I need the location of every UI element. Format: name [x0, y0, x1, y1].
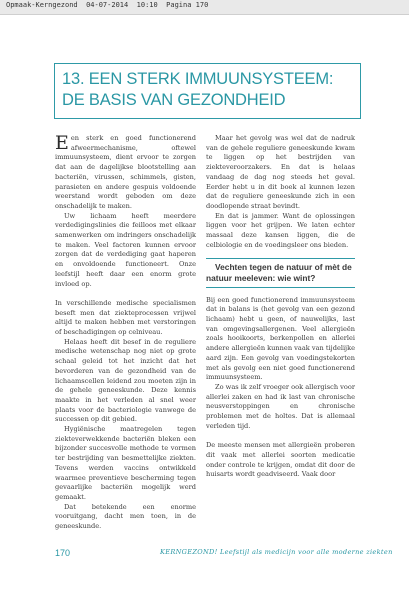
paragraph: Zo was ik zelf vroeger ook allergisch voor allerlei zaken en had ik last van chronische neusverstoppingen en chronische problemen met de holtes. Dat is allemaal verleden tijd. — [206, 382, 355, 430]
paragraph: Helaas heeft dit besef in de reguliere medische wetenschap nog niet op grote schaal geleid tot het inzicht dat het bevorderen van de gezondheid van de lichaamscellen leidend zou moeten zijn in de gehele geneeskunde. Deze kennis maakte in het verleden al snel weer plaats voor de bacteriologie vanwege de successen op dit gebied. — [55, 337, 196, 424]
drop-cap: E — [55, 132, 69, 154]
printer-slug-label: Opmaak-Kerngezond 04-07-2014 10:10 Pagina 170 — [6, 1, 209, 9]
printer-slug-bar — [0, 0, 409, 15]
page-footer — [0, 545, 409, 565]
paragraph: Uw lichaam heeft meerdere verdedigingslinies die feilloos met elkaar samenwerken om indringers onschadelijk te maken. Veel factoren kunnen ervoor zorgen dat de verdediging gaat haperen en onvoldoende functioneert. Onze leefstijl heeft daar een enorm grote invloed op. — [55, 211, 196, 288]
opening-paragraph-text: en sterk en goed functionerend afweermechanisme, oftewel immuunsysteem, dient ervoor te zorgen dat aan de dagelijkse blootstelling aan bacteriën, virussen, schimmels, gisten, parasieten en andere gespuis voldoende weerstand wordt geboden om deze onschadelijk te maken. — [55, 134, 196, 210]
paragraph: Dat betekende een enorme vooruitgang, dacht men toen, in de geneeskunde. — [55, 502, 196, 531]
paragraph: In verschillende medische specialismen beseft men dat ziekteprocessen vrijwel altijd te maken hebben met verstoringen of beschadigingen op celniveau. — [55, 298, 196, 337]
paragraph: De meeste mensen met allergieën proberen dit vaak met allerlei soorten medicatie onder controle te krijgen, omdat dit door de huisarts wordt geadviseerd. Vaak door — [206, 441, 355, 479]
opening-paragraph — [55, 134, 196, 212]
page-number: 170 — [55, 548, 71, 558]
right-column — [206, 134, 355, 480]
paragraph: Hygiënische maatregelen tegen ziekteverwekkende bacteriën bleken een bijzonder succesvolle methode te vormen ter bestrijding van besmettelijke ziekten. Tevens werden vaccins ontwikkeld waarmee preventieve bescherming tegen gevaarlijke bacteriën mogelijk werd gemaakt. — [55, 425, 196, 501]
section-heading: Vechten tegen de natuur of mèt de natuur meeleven: wie wint? — [206, 262, 352, 284]
section-heading-box — [206, 258, 355, 287]
left-column — [55, 134, 196, 532]
chapter-title-box — [54, 63, 361, 119]
paragraph: En dat is jammer. Want de oplossingen liggen voor het grijpen. We laten echter massaal deze kansen liggen, die de celbiologie en de voedingsleer ons bieden. — [206, 211, 355, 249]
chapter-title: 13. EEN STERK IMMUUNSYSTEEM: DE BASIS VAN GEZONDHEID — [62, 70, 334, 109]
paragraph: Maar het gevolg was wel dat de nadruk van de gehele reguliere geneeskunde kwam te liggen op het bestrijden van ziekteveroorzakers. En dat is helaas vandaag de dag nog steeds het geval. Eerder hebt u in dit boek al kunnen lezen dat de reguliere geneeskunde zich in een doodlopende straat bevindt. — [206, 134, 355, 210]
running-footer: KERNGEZOND! Leefstijl als medicijn voor alle moderne ziekten — [160, 548, 393, 556]
book-page — [0, 15, 409, 600]
paragraph: Bij een goed functionerend immuunsysteem dat in balans is (het gevolg van een gezond lichaam) hebt u geen, of nauwelijks, last van omgevingsallergenen. Veel allergieën zoals hooikoorts, berkenpollen en allerlei andere allergieën kunnen vaak van tijdelijke aard zijn. Een gevolg van voedingstekorten met als gevolg een niet goed functionerend immuunsysteem. — [206, 295, 355, 382]
